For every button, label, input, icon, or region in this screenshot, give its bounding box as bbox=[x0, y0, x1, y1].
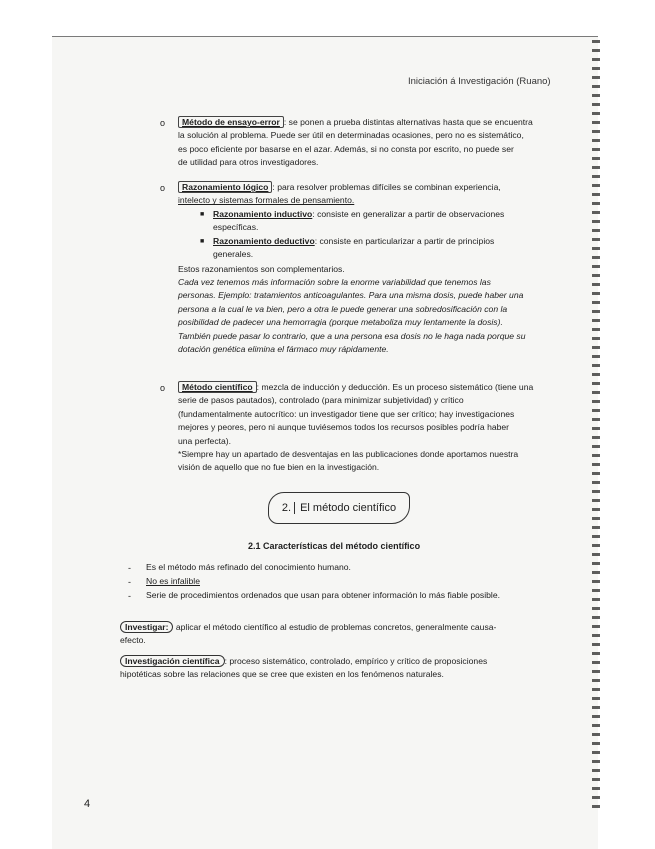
term-investigar: Investigar: bbox=[120, 621, 173, 633]
item-ensayo-error: Método de ensayo-error : se ponen a prueba distintas alternativas hasta que se encuentra la solución al problema. Puede ser útil en determinadas ocasiones, pero no es sistemático, es poco eficiente por basarse en el azar. Además, si no consta por escrito, no puede ser de utilidad para otros investigadores. bbox=[178, 117, 533, 168]
bullet-marker: o bbox=[160, 183, 166, 193]
term-razonamiento-logico: Razonamiento lógico bbox=[178, 181, 272, 193]
spiral-binding bbox=[592, 40, 600, 810]
square-bullet-icon: ■ bbox=[200, 211, 205, 218]
bullet-marker: o bbox=[160, 383, 166, 393]
subsection-heading: 2.1 Características del método científico bbox=[248, 541, 421, 551]
dash-item: No es infalible bbox=[146, 576, 200, 586]
dash-item: Serie de procedimientos ordenados que usan para obtener información lo más fiable posible. bbox=[146, 590, 500, 600]
subitem-deductivo: Razonamiento deductivo: consiste en particularizar a partir de principios generales. bbox=[213, 236, 495, 260]
section-number: 2. bbox=[282, 502, 295, 514]
page-number: 4 bbox=[84, 798, 91, 810]
square-bullet-icon: ■ bbox=[200, 238, 205, 245]
italic-example: Cada vez tenemos más información sobre la enorme variabilidad que tenemos las personas. Ejemplo: tratamientos anticoagulantes. Para una misma dosis, puede haber una persona a la cual le va bien, pero a otra le puede generar una sobredosificación con la posibilidad de padecer una hemorragia (porque metaboliza muy lentamente la dosis). También puede pasar lo contrario, que a una persona esa dosis no le haga nada porque su dotación genética elimina el fármaco muy rápidamente. bbox=[178, 277, 526, 355]
item-metodo-cientifico: Método científico : mezcla de inducción y deducción. Es un proceso sistemático (tiene una serie de pasos pautados), controlado (para minimizar subjetividad) y crítico (fundamentalmente autocrítico: un investigador tiene que ser crítico; hay investigaciones mejores y peores, pero ni aunque tuviésemos todos los recursos posibles podría haber una perfecta). *Siempre hay un apartado de desventajas en las publicaciones donde aportamos nuestra visión de aquello que no fue bien en la investigación. bbox=[178, 382, 534, 473]
term-metodo-cientifico: Método científico bbox=[178, 381, 257, 393]
term-investigacion-cientifica: Investigación científica bbox=[120, 655, 225, 667]
section-heading bbox=[268, 492, 410, 524]
running-header: Iniciación á Investigación (Ruano) bbox=[408, 76, 551, 87]
bullet-marker: o bbox=[160, 118, 166, 128]
dash-item: Es el método más refinado del conocimiento humano. bbox=[146, 562, 351, 572]
item-razonamiento-logico: Razonamiento lógico : para resolver problemas difíciles se combinan experiencia, intelecto y sistemas formales de pensamiento. bbox=[178, 182, 501, 206]
note-complementarios: Estos razonamientos son complementarios. bbox=[178, 264, 345, 274]
section-title: El método científico bbox=[300, 502, 397, 514]
subitem-inductivo: Razonamiento inductivo: consiste en generalizar a partir de observaciones específicas. bbox=[213, 209, 505, 233]
definition-investigacion-cientifica: Investigación científica : proceso sistemático, controlado, empírico y crítico de proposiciones hipotéticas sobre las relaciones que se cree que existen en los fenómenos naturales. bbox=[120, 656, 488, 680]
definition-investigar: Investigar: aplicar el método científico al estudio de problemas concretos, generalmente causa- efecto. bbox=[120, 622, 497, 646]
term-ensayo-error: Método de ensayo-error bbox=[178, 116, 284, 128]
